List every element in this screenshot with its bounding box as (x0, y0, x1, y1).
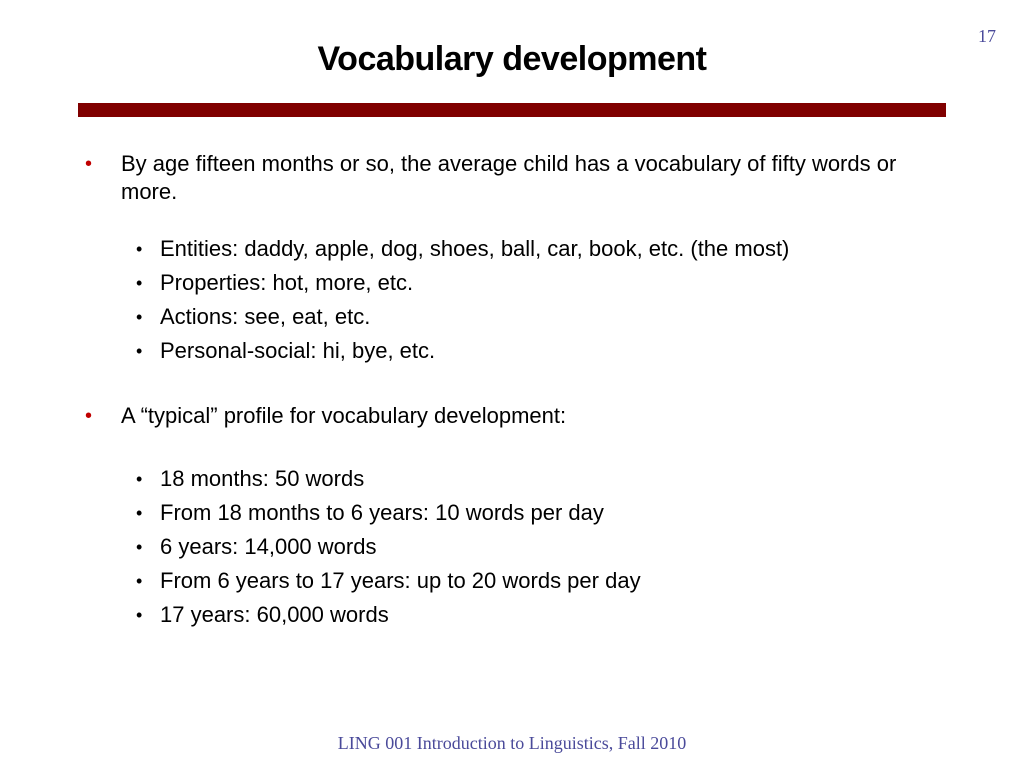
sub-bullet-text: Actions: see, eat, etc. (160, 304, 371, 329)
sub-bullet-marker: • (136, 469, 143, 489)
slide-title: Vocabulary development (317, 40, 707, 78)
sub-bullet-text: 18 months: 50 words (160, 466, 365, 491)
sub-bullet-item (136, 530, 1024, 564)
sub-bullet-item (136, 598, 1024, 632)
sub-bullet-marker: • (136, 341, 143, 361)
sub-bullet-item (136, 564, 1024, 598)
sub-bullet-list (0, 232, 1024, 368)
sub-bullet-text: 17 years: 60,000 words (160, 602, 389, 627)
sub-bullet-marker: • (136, 537, 143, 557)
sub-bullet-item (136, 496, 1024, 530)
title-rule (78, 103, 946, 117)
sub-bullet-item (136, 266, 1024, 300)
sub-bullet-item (136, 462, 1024, 496)
sub-bullet-text: Personal-social: hi, bye, etc. (160, 338, 436, 363)
sub-bullet-marker: • (136, 571, 143, 591)
sub-bullet-text: 6 years: 14,000 words (160, 534, 377, 559)
sub-bullet-item (136, 334, 1024, 368)
sub-bullet-text: From 6 years to 17 years: up to 20 words per day (160, 568, 641, 593)
sub-bullet-text: Entities: daddy, apple, dog, shoes, ball, car, book, etc. (the most) (160, 236, 790, 261)
sub-bullet-marker: • (136, 503, 143, 523)
bullet-marker: • (85, 153, 93, 175)
bullet-item (85, 402, 941, 430)
bullet-marker: • (85, 405, 93, 427)
bullet-text: A “typical” profile for vocabulary development: (121, 403, 567, 428)
sub-bullet-marker: • (136, 273, 143, 293)
sub-bullet-marker: • (136, 307, 143, 327)
bullet-item (85, 150, 941, 206)
sub-bullet-text: Properties: hot, more, etc. (160, 270, 414, 295)
sub-bullet-list (0, 462, 1024, 632)
slide-footer: LING 001 Introduction to Linguistics, Fall 2010 (337, 733, 687, 753)
sub-bullet-marker: • (136, 605, 143, 625)
sub-bullet-item (136, 300, 1024, 334)
slide-number: 17 (978, 26, 996, 46)
slide-content (0, 150, 1024, 632)
sub-bullet-text: From 18 months to 6 years: 10 words per day (160, 500, 604, 525)
sub-bullet-marker: • (136, 239, 143, 259)
sub-bullet-item (136, 232, 1024, 266)
bullet-text: By age fifteen months or so, the average child has a vocabulary of fifty words or more. (121, 151, 897, 204)
